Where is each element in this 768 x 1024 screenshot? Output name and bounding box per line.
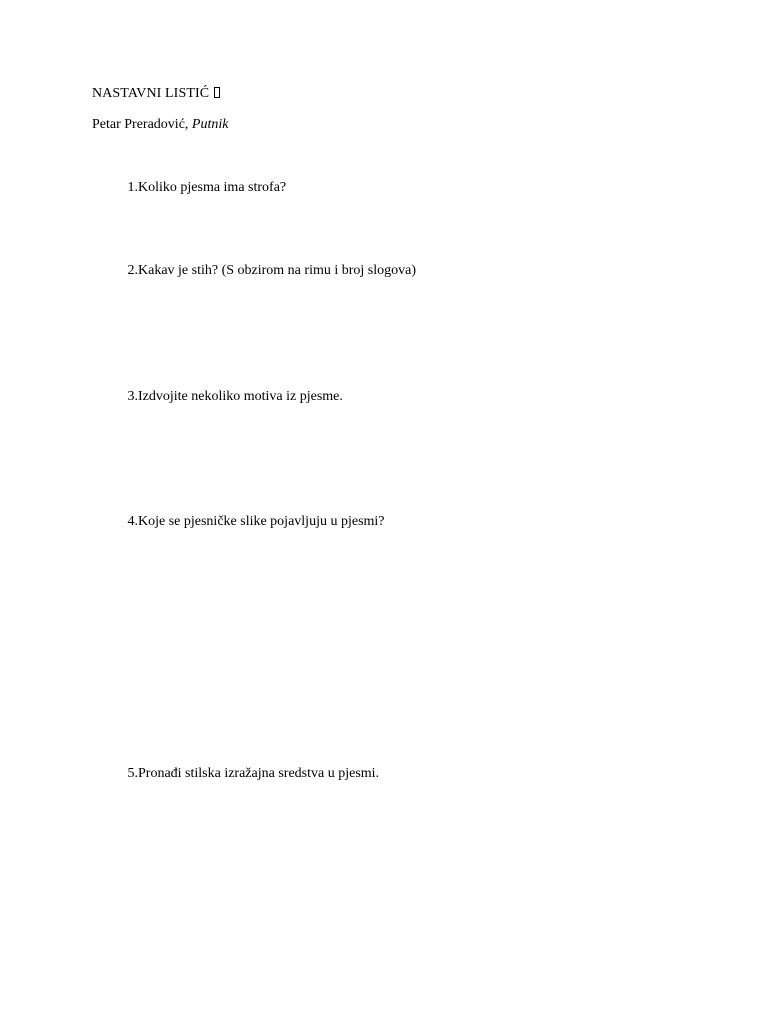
- question-number: 5.: [127, 766, 138, 781]
- question-text: Koliko pjesma ima strofa?: [138, 180, 287, 195]
- page-title: [92, 86, 220, 102]
- question-text: Izdvojite nekoliko motiva iz pjesme.: [138, 389, 343, 404]
- question-item: [92, 766, 692, 782]
- question-text: Koje se pjesničke slike pojavljuju u pjesmi?: [138, 514, 385, 529]
- question-number: 1.: [127, 180, 138, 195]
- question-text: Pronađi stilska izražajna sredstva u pjesmi.: [138, 766, 380, 781]
- poem-author: Petar Preradović,: [92, 117, 189, 132]
- page-title-text: NASTAVNI LISTIĆ: [92, 86, 210, 101]
- question-item: [92, 514, 692, 530]
- question-number: 4.: [127, 514, 138, 529]
- question-number: 3.: [127, 389, 138, 404]
- question-text: Kakav je stih? (S obzirom na rimu i broj slogova): [138, 263, 416, 278]
- missing-glyph-icon: [214, 87, 220, 98]
- question-item: [92, 263, 692, 279]
- question-item: [92, 180, 692, 196]
- poem-reference: [92, 117, 228, 133]
- question-number: 2.: [127, 263, 138, 278]
- poem-title: Putnik: [191, 117, 229, 132]
- question-item: [92, 389, 692, 405]
